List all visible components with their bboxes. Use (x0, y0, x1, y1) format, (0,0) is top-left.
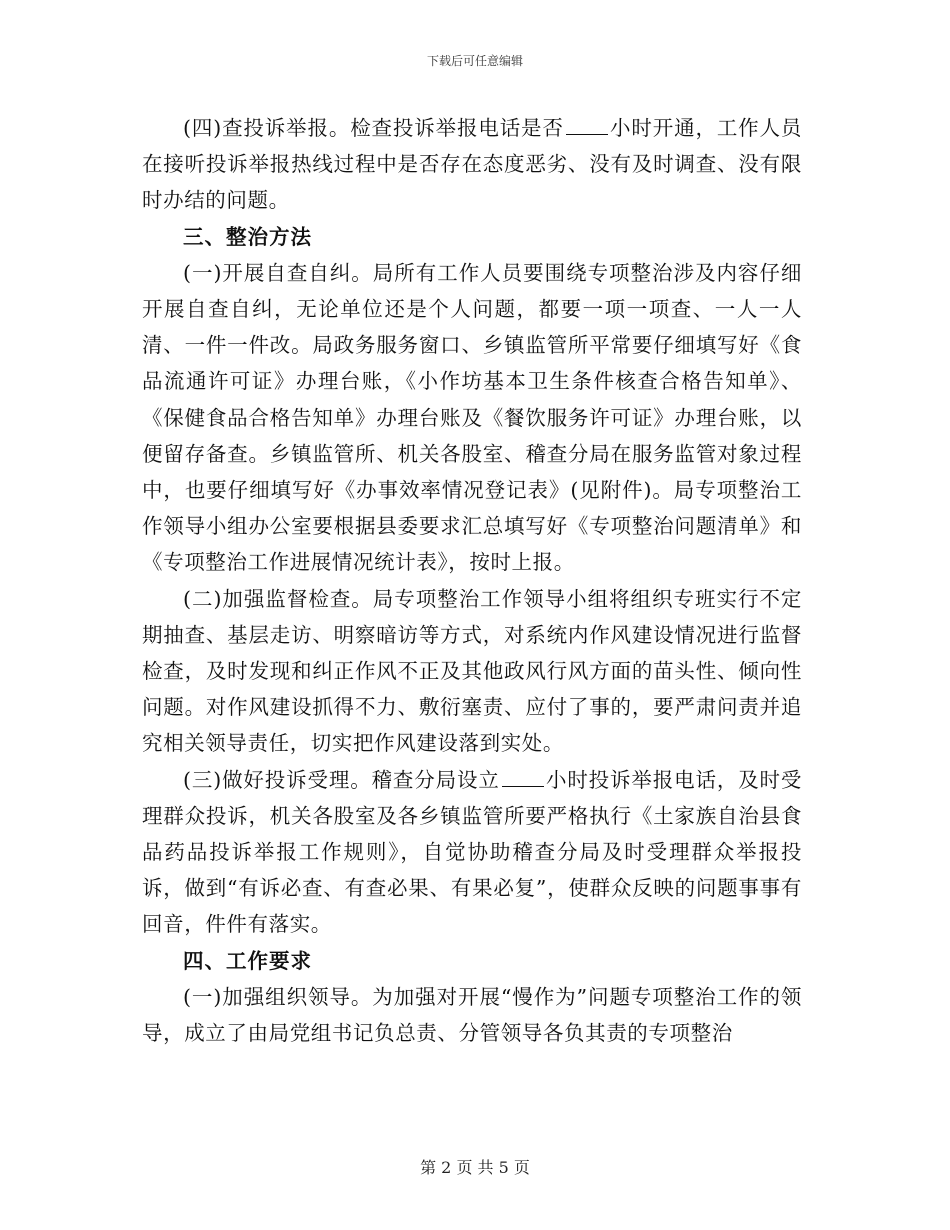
paragraph-complaint-handling (142, 762, 802, 943)
paragraph-text: (三)做好投诉受理。稽查分局设立 (183, 767, 500, 792)
page-header-note: 下载后可任意编辑 (426, 54, 523, 68)
section-heading-methods: 三、整治方法 (183, 224, 312, 249)
section-heading-requirements: 四、工作要求 (183, 948, 312, 973)
fill-in-blank (502, 768, 544, 787)
paragraph-text: 小时开通，工作人员在接听投诉举报热线过程中是否存在态度恶劣、没有及时调查、没有限时办结的问题。 (142, 116, 802, 213)
paragraph-leadership: (一)加强组织领导。为加强对开展“慢作为”问题专项整治工作的领导，成立了由局党组书记负总责、分管领导各负其责的专项整治 (142, 984, 802, 1046)
paragraph-supervision: (二)加强监督检查。局专项整治工作领导小组将组织专班实行不定期抽查、基层走访、明察暗访等方式，对系统内作风建设情况进行监督检查，及时发现和纠正作风不正及其他政风行风方面的苗头性、倾向性问题。对作风建设抓得不力、敷衍塞责、应付了事的，要严肃问责并追究相关领导责任，切实把作风建设落到实处。 (142, 586, 802, 756)
document-body (142, 110, 802, 1051)
paragraph-self-check: (一)开展自查自纠。局所有工作人员要围绕专项整治涉及内容仔细开展自查自纠，无论单位还是个人问题，都要一项一项查、一人一人清、一件一件改。局政务服务窗口、乡镇监管所平常要仔细填写好《食品流通许可证》办理台账，《小作坊基本卫生条件核查合格告知单》、《保健食品合格告知单》办理台账及《餐饮服务许可证》办理台账，以便留存备查。乡镇监管所、机关各股室、稽查分局在服务监管对象过程中，也要仔细填写好《办事效率情况登记表》(见附件)。局专项整治工作领导小组办公室要根据县委要求汇总填写好《专项整治问题清单》和《专项整治工作进展情况统计表》，按时上报。 (142, 260, 802, 575)
paragraph-check-complaints (142, 110, 802, 219)
paragraph-text: (四)查投诉举报。检查投诉举报电话是否 (183, 116, 564, 140)
fill-in-blank (566, 116, 608, 135)
paragraph-text: 小时投诉举报电话，及时受理群众投诉，机关各股室及各乡镇监管所要严格执行《土家族自治县食品药品投诉举报工作规则》，自觉协助稽查分局及时受理群众举报投诉，做到“有诉必查、有查必果、有果必复”，使群众反映的问题事事有回音，件件有落实。 (142, 767, 802, 937)
page-number: 第 2 页 共 5 页 (420, 1158, 530, 1177)
